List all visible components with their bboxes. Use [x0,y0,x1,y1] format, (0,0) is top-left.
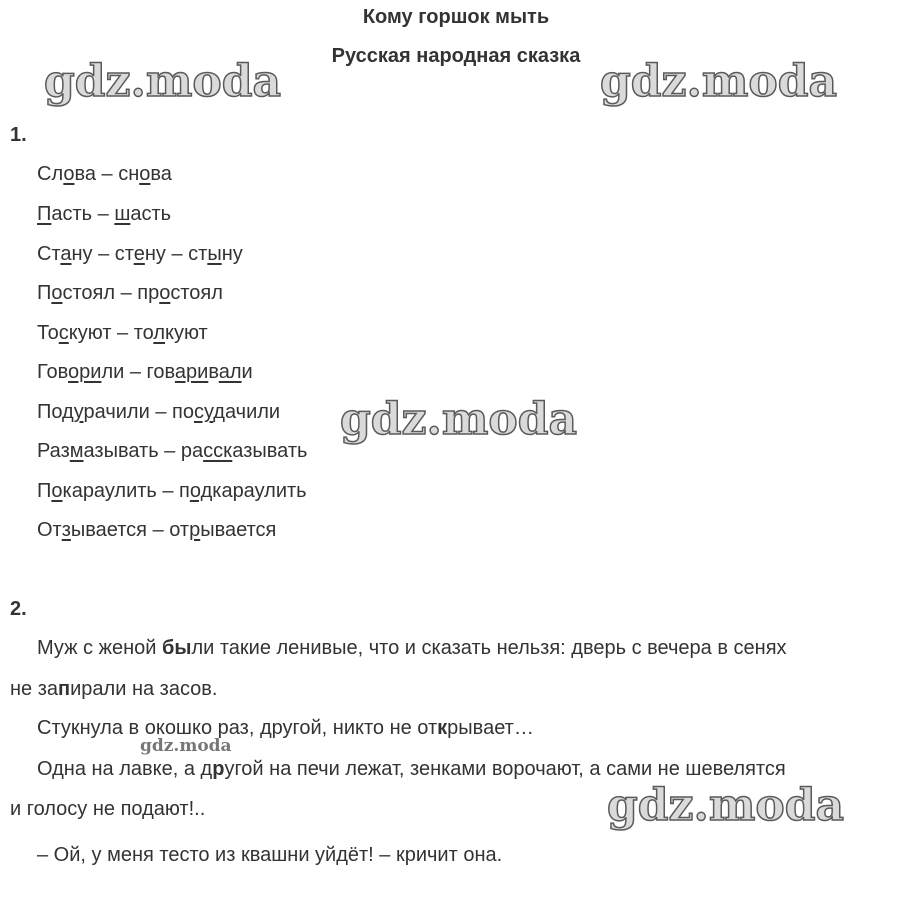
watermark: gdz.moda [44,56,282,107]
text-line: Одна на лавке, а другой на печи лежат, зенками ворочают, а сами не шевелятся [37,758,786,780]
text-line: не запирали на засов. [10,678,218,700]
word-pair: Говорили – говаривали [37,361,253,383]
word-pair: Размазывать – рассказывать [37,440,308,462]
text-line: и голосу не подают!.. [10,798,206,820]
word-pair: Отзывается – отрывается [37,519,277,541]
text-line: Стукнула в окошко раз, другой, никто не открывает… [37,717,534,739]
watermark: gdz.moda [600,56,838,107]
word-pair: Покараулить – подкараулить [37,480,307,502]
page-title: Кому горшок мыть [362,6,550,28]
section-1-number: 1. [10,124,27,146]
watermark: gdz.moda [140,736,232,756]
word-pair: Тоскуют – толкуют [37,322,208,344]
text-line: Муж с женой были такие ленивые, что и сказать нельзя: дверь с вечера в сенях [37,637,787,659]
word-pair: Подурачили – посудачили [37,401,281,423]
watermark: gdz.moda [340,394,578,445]
text-line: – Ой, у меня тесто из квашни уйдёт! – кричит она. [37,844,503,866]
page-subtitle: Русская народная сказка [331,45,581,67]
word-pair: Пасть – шасть [37,203,172,225]
section-2-number: 2. [10,598,27,620]
word-pair: Стану – стену – стыну [37,243,243,265]
word-pair: Слова – снова [37,163,172,185]
watermark: gdz.moda [607,780,845,831]
word-pair: Постоял – простоял [37,282,223,304]
